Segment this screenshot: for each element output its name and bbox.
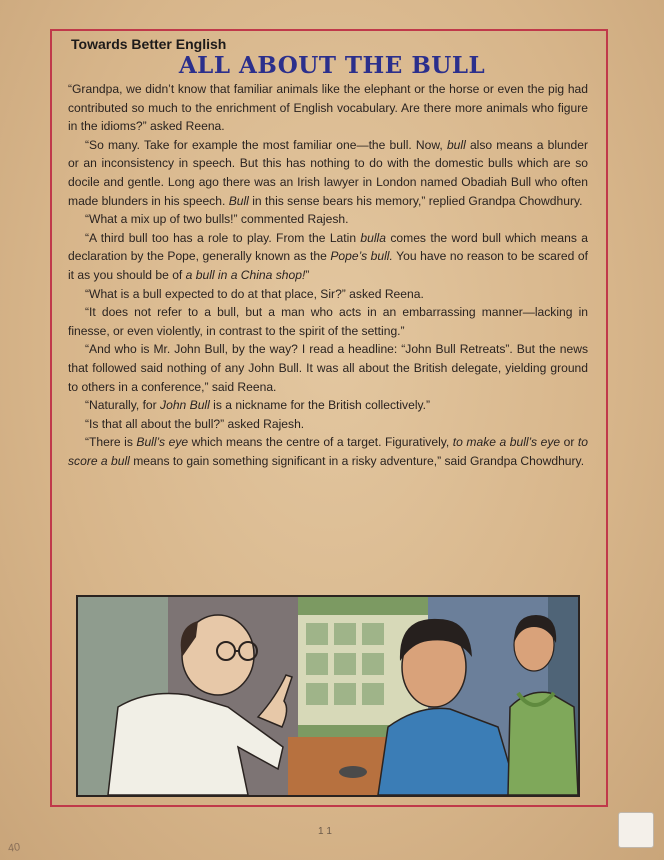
- text-run: in this sense bears his memory,” replied Grandpa Chowdhury.: [248, 193, 583, 208]
- article-paragraph: [68, 136, 588, 210]
- text-run: “And who is Mr. John Bull, by the way? I read a headline: “John Bull Retreats”. But the news that followed said nothing of any John Bull. It was all about the British delegate, yielding ground to others in a conference,” said Reena.: [68, 342, 588, 394]
- italic-phrase: bulla: [360, 230, 386, 245]
- text-run: “A third bull too has a role to play. From the Latin: [85, 230, 361, 245]
- text-run: or: [560, 435, 578, 450]
- italic-phrase: bull: [446, 137, 466, 152]
- text-run: “It does not refer to a bull, but a man who acts in an embarrassing manner—lacking in finesse, or even violently, in contrast to the spirit of the setting.”: [68, 305, 588, 338]
- text-run: “What is a bull expected to do at that place, Sir?” asked Reena.: [85, 286, 424, 301]
- article-paragraph: [68, 80, 588, 136]
- article-paragraph: [68, 210, 588, 229]
- article-body: [68, 80, 588, 470]
- article-paragraph: [68, 303, 588, 340]
- text-run: “There is: [85, 435, 137, 450]
- text-run: “What a mix up of two bulls!” commented Rajesh.: [85, 212, 349, 227]
- text-run: You have no reason to be scared of it as you should be of: [68, 249, 588, 282]
- italic-phrase: Bull: [228, 193, 249, 208]
- page-number: 1 1: [318, 826, 332, 837]
- text-run: “Grandpa, we didn’t know that familiar animals like the elephant or the horse or even the pig had contributed so much to the enrichment of English vocabulary. Are there more animals who figure in the idioms?” asked Reena.: [68, 82, 588, 134]
- italic-phrase: to make a bull’s eye: [452, 435, 561, 450]
- italic-phrase: to score a bull: [68, 435, 588, 468]
- article-paragraph: [68, 415, 588, 434]
- article-paragraph: [68, 340, 588, 396]
- italic-phrase: Pope’s bull.: [330, 249, 393, 264]
- text-run: comes the word bull which means a declaration by the Pope, generally known as the: [68, 230, 588, 264]
- italic-phrase: a bull in a China shop!: [185, 267, 306, 282]
- article-paragraph: [68, 229, 588, 285]
- text-run: “Is that all about the bull?” asked Rajesh.: [85, 416, 305, 431]
- article-paragraph: [68, 285, 588, 304]
- text-run: “Naturally, for: [85, 398, 161, 413]
- text-run: ”: [305, 267, 310, 282]
- handwritten-corner-mark: 40: [7, 841, 22, 855]
- italic-phrase: John Bull: [160, 398, 210, 413]
- italic-phrase: Bull’s eye: [136, 435, 189, 450]
- text-run: means to gain something significant in a risky adventure,” said Grandpa Chowdhury.: [129, 453, 585, 468]
- text-run: also means a blunder or an inconsistency in speech. But this has nothing to do with the domestic bulls which are so docile and gentle. Long ago there was an Irish lawyer in London named Obadiah Bull who often made blunders in his speech.: [68, 137, 588, 208]
- text-run: is a nickname for the British collectively.”: [209, 398, 431, 413]
- series-heading: Towards Better English: [71, 36, 227, 52]
- article-title: ALL ABOUT THE BULL: [178, 52, 486, 79]
- text-run: “So many. Take for example the most familiar one—the bull. Now,: [85, 137, 447, 152]
- library-stamp-icon: [618, 812, 654, 848]
- text-run: which means the centre of a target. Figuratively,: [188, 435, 453, 450]
- article-paragraph: [68, 433, 588, 470]
- story-illustration: [76, 595, 580, 797]
- article-paragraph: [68, 396, 588, 415]
